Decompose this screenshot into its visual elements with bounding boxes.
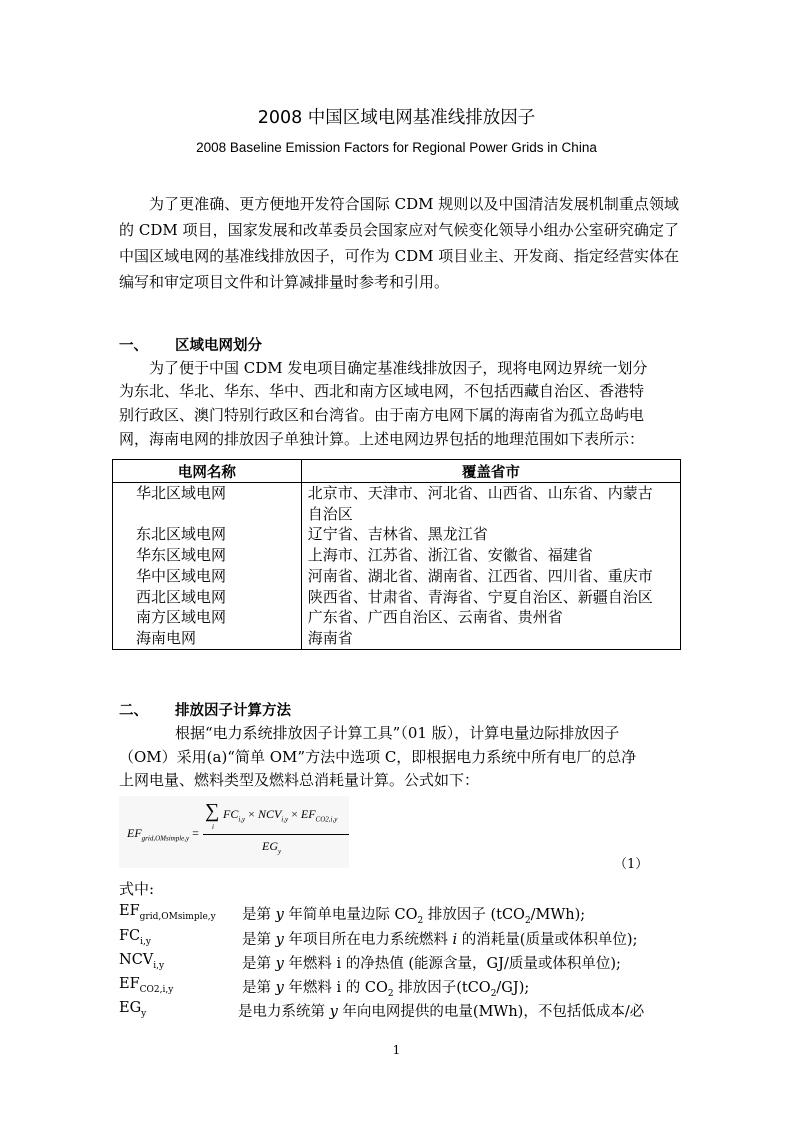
section1-line: 为东北、华北、华东、华中、西北和南方区域电网，不包括西藏自治区、香港特 [119,382,645,400]
section1-number: 一、 [119,338,148,354]
section2-line: （OM）采用(a)“简单 OM”方法中选项 C，即根据电力系统中所有电厂的总净 [119,748,637,766]
table-row [113,566,681,587]
definition-text: 是第 y 年燃料 i 的净热值 (能源含量，GJ/质量或体积单位); [242,956,621,972]
page-number: 1 [392,1043,401,1057]
definition-text: 是第 y 年简单电量边际 $CO_2$ 排放因子 (tCO$_2$/MWh); [242,907,586,926]
section2-line: 上网电量、燃料类型及燃料总消耗量计算。公式如下： [119,771,480,789]
section1-line: 别行政区、澳门特别行政区和台湾省。由于南方电网下属的海南省为孤立岛屿电 [119,406,645,424]
definition-symbol: $FC_{i,y}$ [119,928,151,947]
page-subtitle: 2008 Baseline Emission Factors for Regional Power Grids in China [196,140,597,155]
grid-name-cell: 华东区域电网 [113,545,302,566]
grid-name-cell: 华中区域电网 [113,566,302,587]
grid-region-table [112,459,681,650]
table-row [113,545,681,566]
page-title: 2008 中国区域电网基准线排放因子 [257,108,536,128]
provinces-cell: 辽宁省、吉林省、黑龙江省 [301,524,680,545]
sum-symbol: ∑ [205,800,220,822]
formula-lhs: $EF_{grid,OMsimple,y}$ = [127,826,199,843]
grid-name-cell: 华北区域电网 [113,483,302,525]
provinces-cell: 北京市、天津市、河北省、山西省、山东省、内蒙古 自治区 [301,483,680,525]
table-row [113,524,681,545]
where-label: 式中: [119,880,155,898]
section2-heading [119,699,291,720]
grid-name-cell: 东北区域电网 [113,524,302,545]
fraction-bar [203,834,349,835]
definition-symbol: $EF_{grid,OMsimple,y}$ [119,903,216,922]
denominator: $EG_y$ [262,839,282,856]
section1-heading [119,334,262,355]
sum-index: i [212,823,214,831]
numerator: $FC_{i,y} \times NCV_{i,y} \times EF_{CO2,i,y}$ [223,807,338,824]
section2-number: 二、 [119,703,148,719]
section1-title: 区域电网划分 [175,338,262,354]
table-row [113,628,681,649]
table-header-provinces: 覆盖省市 [301,460,680,483]
definition-symbol: $NCV_{i,y}$ [119,952,165,971]
intro-paragraph: 为了更准确、更方便地开发符合国际 CDM 规则以及中国清洁发展机制重点领域的 CDM 项目，国家发展和改革委员会国家应对气候变化领导小组办公室研究确定了中国区域电网的基准线排放因子，可作为 CDM 项目业主、开发商、指定经营实体在编写和审定项目文件和计算减排量时参考和引用。 [119,195,679,291]
section2-line: 根据“电力系统排放因子计算工具”（01 版），计算电量边际排放因子 [175,724,620,742]
formula-number: （1） [614,857,649,872]
grid-name-cell: 海南电网 [113,628,302,649]
grid-name-cell: 南方区域电网 [113,607,302,628]
section1-line: 网，海南电网的排放因子单独计算。上述电网边界包括的地理范围如下表所示： [119,430,645,448]
definition-symbol: $EF_{CO2,i,y}$ [119,976,174,995]
table-header-row [113,460,681,483]
grid-name-cell: 西北区域电网 [113,587,302,608]
table-row [113,587,681,608]
definition-symbol: $EG_y$ [119,1000,147,1019]
definition-text: 是第 y 年项目所在电力系统燃料 i 的消耗量(质量或体积单位); [242,932,638,948]
provinces-cell: 广东省、广西自治区、云南省、贵州省 [301,607,680,628]
provinces-cell: 上海市、江苏省、浙江省、安徽省、福建省 [301,545,680,566]
definition-text: 是第 y 年燃料 i 的 $CO_2$ 排放因子(tCO$_2$/GJ); [242,980,530,999]
table-row [113,607,681,628]
provinces-cell: 河南省、湖北省、湖南省、江西省、四川省、重庆市 [301,566,680,587]
provinces-cell: 陕西省、甘肃省、青海省、宁夏自治区、新疆自治区 [301,587,680,608]
table-header-grid-name: 电网名称 [113,460,302,483]
section2-title: 排放因子计算方法 [175,703,291,719]
definition-text: 是电力系统第 y 年向电网提供的电量(MWh)，不包括低成本/必 [238,1004,645,1020]
section1-line: 为了便于中国 CDM 发电项目确定基准线排放因子，现将电网边界统一划分 [149,359,648,377]
table-row [113,483,681,525]
emission-factor-formula [119,796,349,868]
provinces-cell: 海南省 [301,628,680,649]
